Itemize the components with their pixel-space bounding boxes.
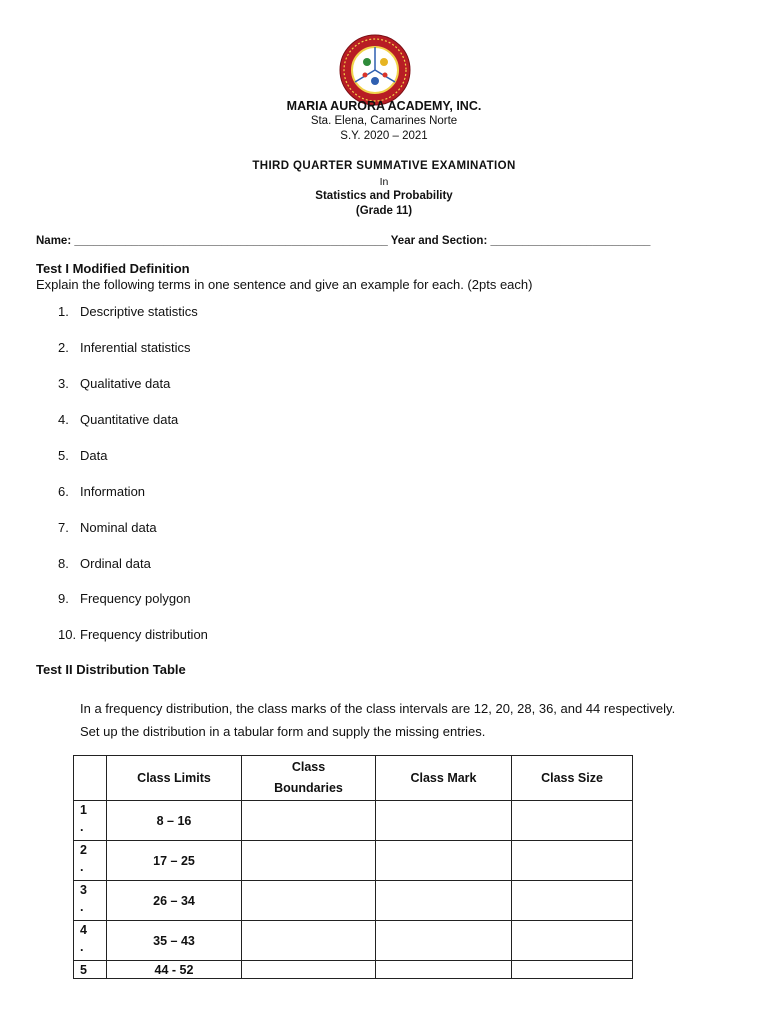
name-section-line [36,235,650,247]
class-size-cell[interactable] [512,881,633,921]
header-number [74,756,107,801]
item-text: Descriptive statistics [80,304,198,319]
row-number: 5 [74,961,107,979]
item-text: Nominal data [80,520,157,535]
row-number: 2 . [74,841,107,881]
class-limits-cell: 35 – 43 [107,921,242,961]
table-row [74,921,633,961]
table-row [74,841,633,881]
header-class-line1: Class [291,760,326,774]
class-size-cell[interactable] [512,841,633,881]
item-number: 8. [58,556,69,571]
test2-title: Test II Distribution Table [36,662,186,677]
row-number: 4 . [74,921,107,961]
name-blank[interactable]: _________________________________________________ [74,235,388,247]
list-item [58,591,191,606]
grade-level: (Grade 11) [355,205,413,217]
class-boundaries-cell[interactable] [242,801,376,841]
test1-instruction: Explain the following terms in one sentence and give an example for each. (2pts each) [36,277,533,292]
item-number: 9. [58,591,69,606]
item-text: Quantitative data [80,412,179,427]
section-blank[interactable]: _________________________ [490,235,651,247]
class-mark-cell[interactable] [376,801,512,841]
class-limits-cell: 44 - 52 [107,961,242,979]
item-number: 5. [58,448,69,463]
test2-paragraph: In a frequency distribution, the class marks of the class intervals are 12, 20, 28, 36, and 44 respectively. Set up the distribution in a tabular form and supply the missing entries. [80,701,676,739]
row-number: 1 . [74,801,107,841]
item-text: Qualitative data [80,376,171,391]
class-mark-cell[interactable] [376,841,512,881]
table-header-row [74,756,633,801]
header-class-size: Class Size [512,756,633,801]
item-text: Information [80,484,146,499]
table-row [74,881,633,921]
header-class-mark: Class Mark [376,756,512,801]
list-item [58,340,191,355]
item-text: Data [80,448,108,463]
class-boundaries-cell[interactable] [242,921,376,961]
test1-title: Test I Modified Definition [36,261,190,276]
header-class-line2: Boundaries [274,781,343,795]
subject-title: Statistics and Probability [315,190,453,202]
class-size-cell[interactable] [512,961,633,979]
table-row [74,801,633,841]
class-mark-cell[interactable] [376,921,512,961]
exam-title: THIRD QUARTER SUMMATIVE EXAMINATION [252,160,516,172]
class-boundaries-cell[interactable] [242,881,376,921]
item-number: 10. [58,627,77,642]
class-mark-cell[interactable] [376,881,512,921]
school-year: S.Y. 2020 – 2021 [340,130,428,142]
item-number: 1. [58,304,69,319]
school-seal-icon [339,34,411,106]
row-number: 3 . [74,881,107,921]
item-text: Frequency polygon [80,591,191,606]
list-item [58,304,198,319]
item-number: 3. [58,376,69,391]
list-item [58,520,157,535]
header-class-boundaries [242,756,376,801]
header-class-limits: Class Limits [107,756,242,801]
item-text: Ordinal data [80,556,151,571]
item-text: Inferential statistics [80,340,191,355]
class-size-cell[interactable] [512,921,633,961]
list-item [58,484,145,499]
class-limits-cell: 17 – 25 [107,841,242,881]
item-number: 6. [58,484,69,499]
item-number: 7. [58,520,69,535]
section-label: Year and Section: [390,235,488,247]
list-item [58,627,208,642]
list-item [58,448,107,463]
list-item [58,376,170,391]
item-number: 2. [58,340,69,355]
table-row [74,961,633,979]
item-text: Frequency distribution [80,627,208,642]
class-boundaries-cell[interactable] [242,961,376,979]
in-word: In [379,176,389,188]
list-item [58,556,151,571]
name-label: Name: [36,235,72,247]
distribution-table [73,755,633,979]
list-item [58,412,178,427]
school-name: MARIA AURORA ACADEMY, INC. [286,99,482,113]
class-boundaries-cell[interactable] [242,841,376,881]
school-address: Sta. Elena, Camarines Norte [310,115,458,127]
class-limits-cell: 26 – 34 [107,881,242,921]
class-size-cell[interactable] [512,801,633,841]
class-mark-cell[interactable] [376,961,512,979]
class-limits-cell: 8 – 16 [107,801,242,841]
item-number: 4. [58,412,69,427]
